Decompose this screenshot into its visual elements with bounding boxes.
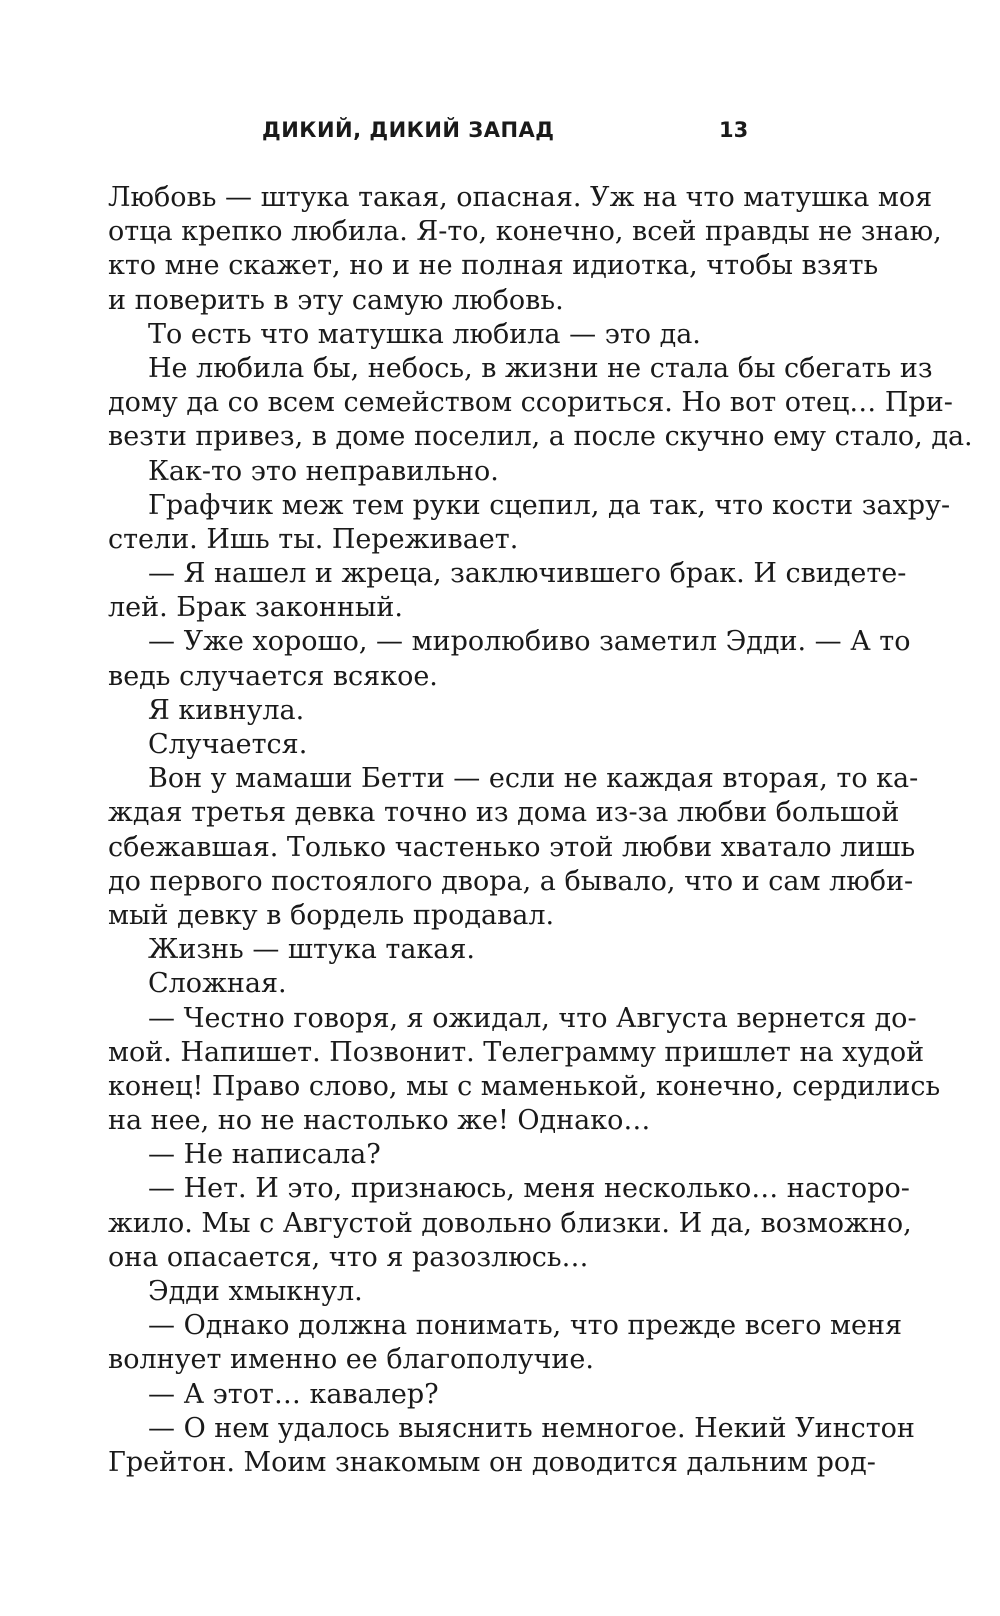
text-line: и поверить в эту самую любовь. bbox=[108, 284, 564, 316]
text-line: — Нет. И это, признаюсь, меня несколько… насторо- bbox=[148, 1173, 910, 1205]
text-line: лей. Брак законный. bbox=[108, 592, 403, 624]
text-line: сбежавшая. Только частенько этой любви хватало лишь bbox=[108, 831, 916, 863]
text-line: Графчик меж тем руки сцепил, да так, что кости захру- bbox=[148, 489, 951, 521]
page-number: 13 bbox=[719, 118, 749, 142]
text-line: стели. Ишь ты. Переживает. bbox=[108, 523, 519, 555]
text-line: — О нем удалось выяснить немногое. Некий Уинстон bbox=[148, 1412, 915, 1444]
text-line: везти привез, в доме поселил, а после скучно ему стало, да. bbox=[108, 421, 973, 453]
text-line: — Честно говоря, я ожидал, что Августа вернется до- bbox=[148, 1002, 917, 1034]
text-line: мый девку в бордель продавал. bbox=[108, 899, 555, 931]
text-line: Не любила бы, небось, в жизни не стала бы сбегать из bbox=[148, 352, 933, 384]
text-line: Как-то это неправильно. bbox=[148, 455, 499, 487]
text-line: — Не написала? bbox=[148, 1139, 381, 1171]
text-line: Любовь — штука такая, опасная. Уж на что матушка моя bbox=[108, 182, 933, 213]
text-line: ждая третья девка точно из дома из-за любви большой bbox=[108, 797, 900, 829]
text-line: То есть что матушка любила — это да. bbox=[148, 318, 701, 350]
text-line: Я кивнула. bbox=[148, 694, 305, 726]
text-line: — Однако должна понимать, что прежде всего меня bbox=[148, 1310, 903, 1342]
body-text bbox=[108, 181, 973, 1480]
text-line: Грейтон. Моим знакомым он доводится дальним род- bbox=[108, 1446, 876, 1478]
text-line: мой. Напишет. Позвонит. Телеграмму пришлет на худой bbox=[108, 1036, 925, 1068]
text-line: — А этот… кавалер? bbox=[148, 1378, 439, 1410]
text-line: жило. Мы с Августой довольно близки. И да, возможно, bbox=[108, 1207, 912, 1239]
text-line: Сложная. bbox=[148, 968, 287, 1000]
text-line: она опасается, что я разозлюсь… bbox=[108, 1241, 589, 1273]
text-line: Жизнь — штука такая. bbox=[148, 934, 476, 966]
running-head bbox=[0, 118, 1000, 152]
text-line: конец! Право слово, мы с маменькой, конечно, сердились bbox=[108, 1070, 941, 1102]
text-line: на нее, но не настолько же! Однако… bbox=[108, 1105, 651, 1137]
running-title: ДИКИЙ, ДИКИЙ ЗАПАД bbox=[262, 118, 555, 142]
text-line: Случается. bbox=[148, 729, 308, 760]
text-line: кто мне скажет, но и не полная идиотка, чтобы взять bbox=[108, 250, 879, 282]
text-line: ведь случается всякое. bbox=[108, 660, 438, 692]
text-line: — Уже хорошо, — миролюбиво заметил Эдди. — А то bbox=[148, 626, 911, 658]
text-line: — Я нашел и жреца, заключившего брак. И свидете- bbox=[148, 558, 907, 590]
text-line: волнует именно ее благополучие. bbox=[108, 1344, 594, 1376]
text-line: дому да со всем семейством ссориться. Но вот отец… При- bbox=[108, 387, 953, 419]
text-line: Вон у мамаши Бетти — если не каждая вторая, то ка- bbox=[148, 763, 919, 795]
text-line: Эдди хмыкнул. bbox=[148, 1276, 363, 1307]
text-line: до первого постоялого двора, а бывало, что и сам люби- bbox=[108, 865, 914, 897]
text-line: отца крепко любила. Я-то, конечно, всей правды не знаю, bbox=[108, 216, 942, 248]
